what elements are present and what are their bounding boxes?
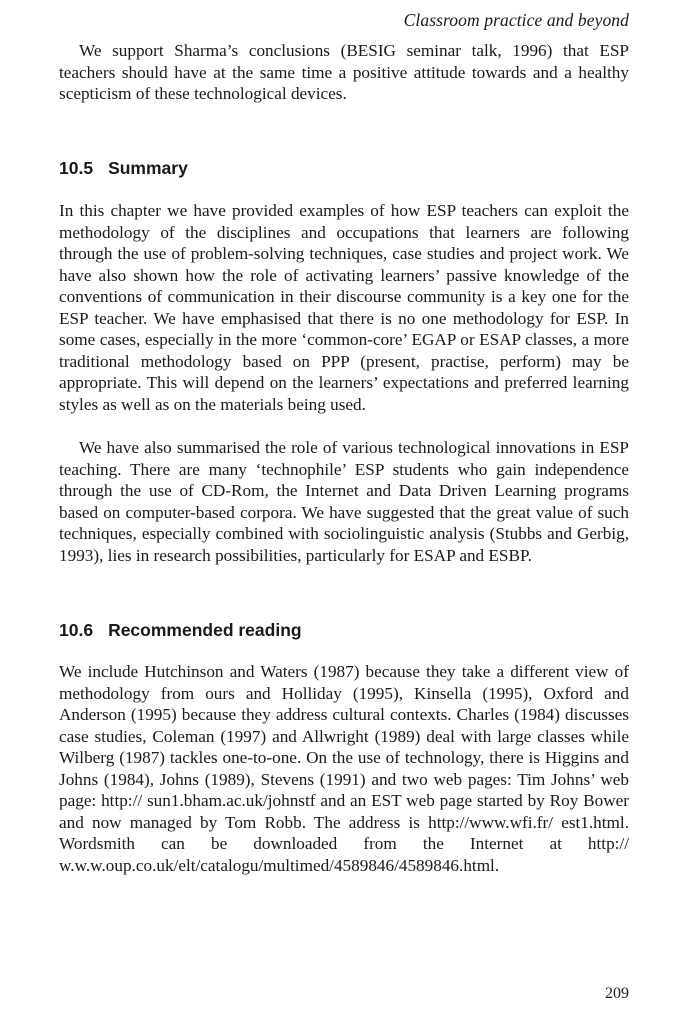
- summary-paragraph-2: We have also summarised the role of various technological innovations in ESP teaching. There are many ‘technophile’ ESP students who gain independence through the use of CD-Rom, the Internet and Data Driven Learning programs based on computer-based corpora. We have suggested that the great value of such techniques, especially combined with sociolinguistic analysis (Stubbs and Gerbig, 1993), lies in research possibilities, particularly for ESAP and ESBP.: [59, 438, 629, 565]
- section-number: 10.6: [59, 620, 94, 640]
- running-head: Classroom practice and beyond: [403, 10, 629, 30]
- section-heading-summary: [59, 158, 188, 179]
- section-title: Recommended reading: [108, 620, 302, 640]
- section-title: Summary: [108, 158, 188, 178]
- reading-paragraph: We include Hutchinson and Waters (1987) because they take a different view of methodology from ours and Holliday (1995), Kinsella (1995), Oxford and Anderson (1995) because they address cultural contexts. Charles (1984) discusses case studies, Coleman (1997) and Allwright (1989) deal with large classes while Wilberg (1987) tackles one-to-one. On the use of technology, there is Higgins and Johns (1984), Johns (1989), Stevens (1991) and two web pages: Tim Johns’ web page: http:// sun1.bham.ac.uk/johnstf and an EST web page started by Roy Bower and now managed by Tom Robb. The address is http://www.wfi.fr/ est1.html. Wordsmith can be downloaded from the Internet at http:// w.w.w.oup.co.uk/elt/catalogu/multimed/4589846/4589846.html.: [59, 662, 629, 875]
- section-heading-recommended-reading: [59, 620, 302, 641]
- section-number: 10.5: [59, 158, 94, 178]
- intro-paragraph: We support Sharma’s conclusions (BESIG seminar talk, 1996) that ESP teachers should have at the same time a positive attitude towards and a healthy scepticism of these technological devices.: [59, 41, 629, 103]
- page-number: 209: [605, 985, 629, 1002]
- summary-paragraph-1: In this chapter we have provided examples of how ESP teachers can exploit the methodology of the disciplines and occupations that learners are following through the use of problem-solving techniques, case studies and project work. We have also shown how the role of activating learners’ passive knowledge of the conventions of communication in their discourse community is a key one for the ESP teacher. We have emphasised that there is no one methodology for ESP. In some cases, especially in the more ‘common-core’ EGAP or ESAP classes, a more traditional methodology based on PPP (present, practise, perform) may be appropriate. This will depend on the learners’ expectations and preferred learning styles as well as on the materials being used.: [59, 201, 629, 414]
